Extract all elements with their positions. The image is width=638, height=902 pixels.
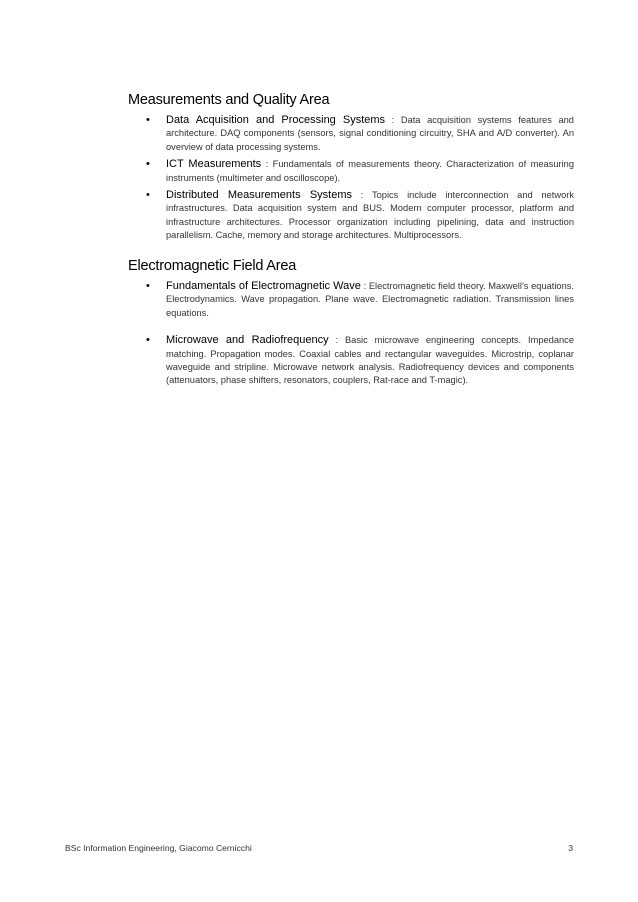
page-number: 3 — [568, 843, 573, 853]
bullet-icon: • — [146, 334, 150, 347]
section-measurements-quality — [128, 92, 574, 247]
section-electromagnetic-field — [128, 258, 574, 392]
list-item — [128, 334, 574, 388]
topic-title: Microwave and Radiofrequency — [166, 334, 329, 347]
topic-title: Distributed Measurements Systems — [166, 189, 352, 202]
bullet-icon: • — [146, 114, 150, 126]
topic-separator: : — [261, 159, 273, 170]
topic-description: Topics include interconnection and network infrastructures. Data acquisition system and BUS. Modern computer processor, platform and infrastructure architectures. Processor organization including pipelining, data and instruction parallelism. Cache, memory and storage architectures. Multiprocessors. — [166, 190, 574, 241]
topic-list — [128, 280, 574, 388]
topic-separator: : — [352, 190, 372, 201]
list-item — [128, 114, 574, 154]
topic-title: Data Acquisition and Processing Systems — [166, 114, 386, 126]
topic-description: Data acquisition systems features and architecture. DAQ components (sensors, signal conditioning circuitry, SHA and A/D converter). An overview of data processing systems. — [166, 115, 574, 152]
topic-list — [128, 114, 574, 243]
topic-description: Basic microwave engineering concepts. Impedance matching. Propagation modes. Coaxial cables and rectangular waveguides. Microstrip, coplanar waveguide and stripline. Microwave network analysis. Radiofrequency devices and components (attenuators, phase shifters, resonators, couplers, Rat-race and T-magic). — [166, 335, 574, 386]
bullet-icon: • — [146, 189, 150, 202]
page-footer — [65, 843, 573, 853]
topic-separator: : — [385, 115, 401, 125]
list-item — [128, 158, 574, 185]
list-item — [128, 280, 574, 320]
bullet-icon: • — [146, 158, 150, 171]
section-title: Electromagnetic Field Area — [128, 258, 297, 274]
footer-left-text: BSc Information Engineering, Giacomo Cernicchi — [65, 843, 252, 853]
topic-separator: : — [328, 335, 345, 346]
topic-title: ICT Measurements — [166, 158, 262, 171]
topic-separator: : — [360, 281, 369, 291]
section-title: Measurements and Quality Area — [128, 92, 330, 108]
bullet-icon: • — [146, 280, 150, 292]
list-item — [128, 189, 574, 243]
topic-description: Electromagnetic field theory. Maxwell’s equations. Electrodynamics. Wave propagation. Plane wave. Electromagnetic radiation. Transmission lines equations. — [166, 281, 575, 318]
topic-description: Fundamentals of measurements theory. Characterization of measuring instruments (multimeter and oscilloscope). — [166, 159, 575, 183]
topic-title: Fundamentals of Electromagnetic Wave — [166, 280, 361, 292]
